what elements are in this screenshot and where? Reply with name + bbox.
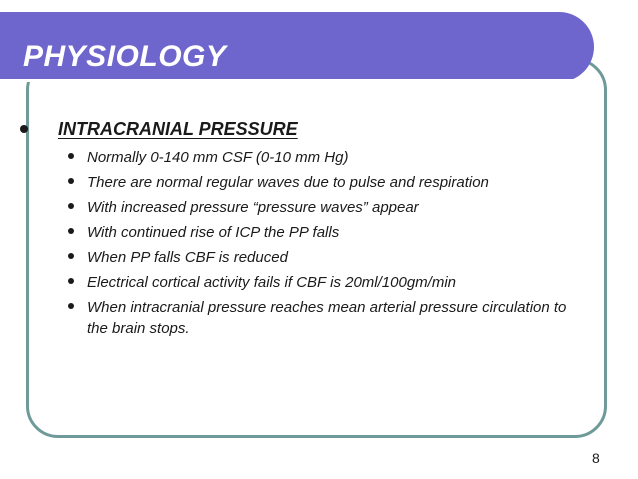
list-item-text: With continued rise of ICP the PP falls: [87, 224, 340, 241]
bullet-icon: [68, 203, 74, 209]
bullet-icon: [68, 253, 74, 259]
slide-title: PHYSIOLOGY: [23, 40, 227, 73]
list-item-text: When intracranial pressure reaches mean arterial pressure circulation to the brain stops.: [87, 299, 567, 337]
list-item: [68, 247, 568, 268]
bullet-icon: [68, 228, 74, 234]
section-heading: INTRACRANIAL PRESSURE: [58, 119, 298, 139]
list-item: [68, 172, 568, 193]
list-item: [68, 222, 568, 243]
bullet-icon: [20, 125, 28, 133]
list-item-text: There are normal regular waves due to pulse and respiration: [87, 174, 489, 191]
bullet-list: [68, 147, 568, 343]
list-item-text: When PP falls CBF is reduced: [87, 249, 288, 266]
bullet-icon: [68, 153, 74, 159]
list-item: [68, 147, 568, 168]
bullet-icon: [68, 303, 74, 309]
list-item: [68, 197, 568, 218]
list-item-text: Electrical cortical activity fails if CBF is 20ml/100gm/min: [87, 274, 456, 291]
title-divider: [0, 79, 594, 82]
list-item: [68, 272, 568, 293]
list-item-text: Normally 0-140 mm CSF (0-10 mm Hg): [87, 149, 349, 166]
list-item-text: With increased pressure “pressure waves” appear: [87, 199, 419, 216]
page-number: 8: [592, 450, 600, 466]
title-bar: [0, 12, 594, 82]
list-item: [68, 297, 568, 339]
bullet-icon: [68, 278, 74, 284]
bullet-icon: [68, 178, 74, 184]
